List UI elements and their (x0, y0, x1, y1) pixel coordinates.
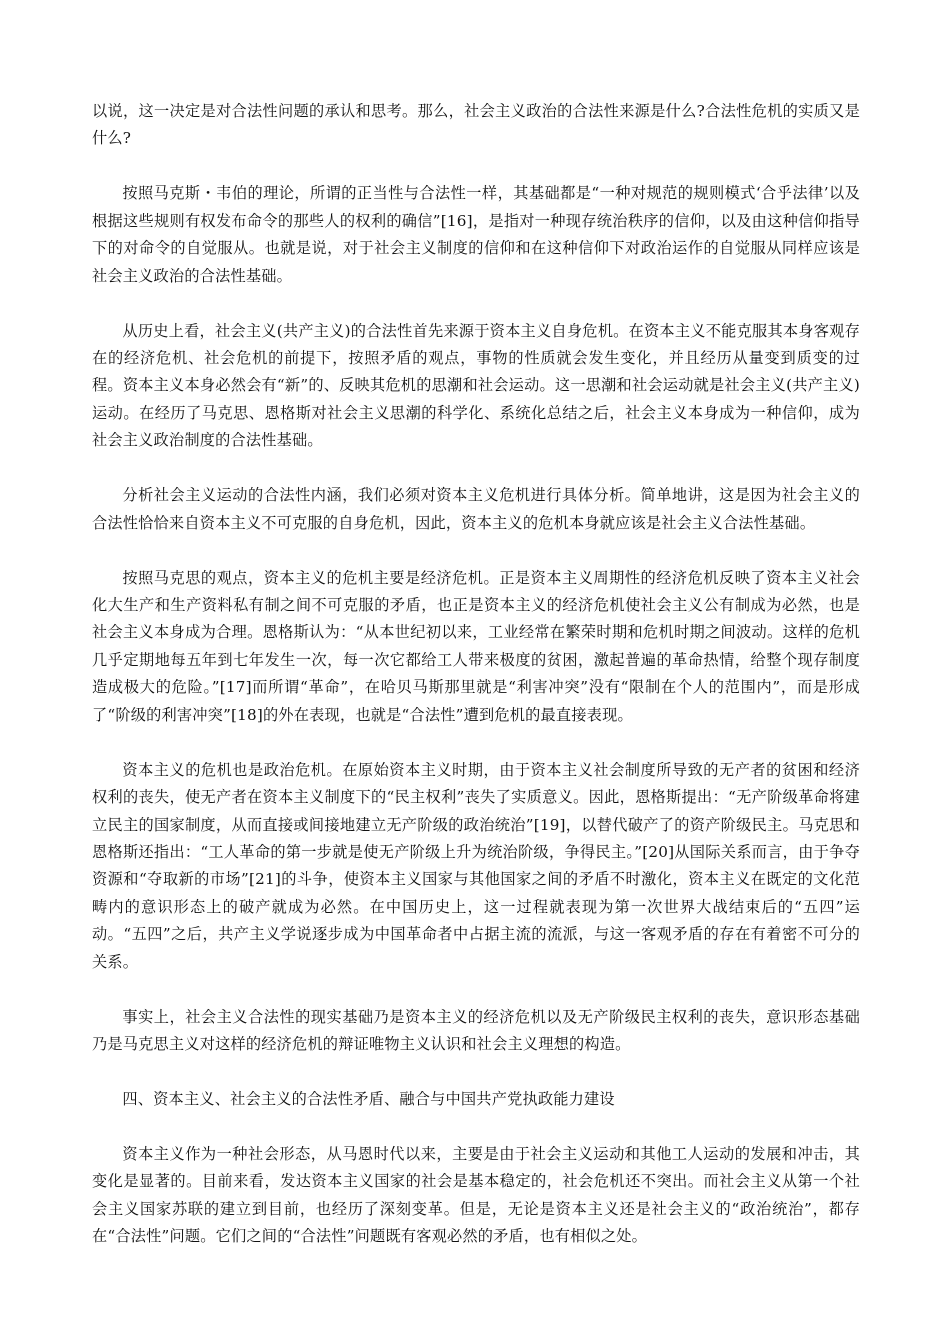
paragraph-7: 事实上，社会主义合法性的现实基础乃是资本主义的经济危机以及无产阶级民主权利的丧失，意识形态基础乃是马克思主义对这样的经济危机的辩证唯物主义认识和社会主义理想的构造。 (92, 1007, 860, 1053)
paragraph-5: 按照马克思的观点，资本主义的危机主要是经济危机。正是资本主义周期性的经济危机反映了资本主义社会化大生产和生产资料私有制之间不可克服的矛盾，也正是资本主义的经济危机使社会主义公有制成为必然，也是社会主义本身成为合理。恩格斯认为：“从本世纪初以来，工业经常在繁荣时期和危机时期之间波动。这样的危机几乎定期地每五年到七年发生一次，每一次它都给工人带来极度的贫困，激起普遍的革命热情，给整个现存制度造成极大的危险。”[17]而所谓“革命”，在哈贝马斯那里就是“利害冲突”没有“限制在个人的范围内”，而是形成了“阶级的利害冲突”[18]的外在表现，也就是“合法性”遭到危机的最直接表现。 (92, 568, 860, 724)
paragraph-9: 资本主义作为一种社会形态，从马恩时代以来，主要是由于社会主义运动和其他工人运动的发展和冲击，其变化是显著的。目前来看，发达资本主义国家的社会是基本稳定的，社会危机还不突出。而社会主义从第一个社会主义国家苏联的建立到目前，也经历了深刻变革。但是，无论是资本主义还是社会主义的“政治统治”，都存在“合法性”问题。它们之间的“合法性”问题既有客观必然的矛盾，也有相似之处。 (92, 1144, 860, 1246)
paragraph-6: 资本主义的危机也是政治危机。在原始资本主义时期，由于资本主义社会制度所导致的无产者的贫困和经济权利的丧失，使无产者在资本主义制度下的“民主权利”丧失了实质意义。因此，恩格斯提出：“无产阶级革命将建立民主的国家制度，从而直接或间接地建立无产阶级的政治统治”[19]，以替代破产了的资产阶级民主。马克思和恩格斯还指出：“工人革命的第一步就是使无产阶级上升为统治阶级，争得民主。”[20]从国际关系而言，由于争夺资源和“夺取新的市场”[21]的斗争，使资本主义国家与其他国家之间的矛盾不时激化，资本主义在既定的文化范畴内的意识形态上的破产就成为必然。在中国历史上，这一过程就表现为第一次世界大战结束后的“五四”运动。“五四”之后，共产主义学说逐步成为中国革命者中占据主流的流派，与这一客观矛盾的存在有着密不可分的关系。 (92, 760, 860, 971)
paragraph-2: 按照马克斯・韦伯的理论，所谓的正当性与合法性一样，其基础都是“一种对规范的规则模式‘合乎法律’以及根据这些规则有权发布命令的那些人的权利的确信”[16]，是指对一种现存统治秩序的信仰，以及由这种信仰指导下的对命令的自觉服从。也就是说，对于社会主义制度的信仰和在这种信仰下对政治运作的自觉服从同样应该是社会主义政治的合法性基础。 (92, 184, 860, 285)
paragraph-3: 从历史上看，社会主义(共产主义)的合法性首先来源于资本主义自身危机。在资本主义不能克服其本身客观存在的经济危机、社会危机的前提下，按照矛盾的观点，事物的性质就会发生变化，并且经历从量变到质变的过程。资本主义本身必然会有“新”的、反映其危机的思潮和社会运动。这一思潮和社会运动就是社会主义(共产主义)运动。在经历了马克思、恩格斯对社会主义思潮的科学化、系统化总结之后，社会主义本身成为一种信仰，成为社会主义政治制度的合法性基础。 (92, 321, 860, 450)
section-heading: 四、资本主义、社会主义的合法性矛盾、融合与中国共产党执政能力建设 (122, 1089, 615, 1108)
paragraph-1: 以说，这一决定是对合法性问题的承认和思考。那么，社会主义政治的合法性来源是什么?合法性危机的实质又是什么? (92, 102, 860, 148)
document-page (92, 98, 860, 1278)
paragraph-4: 分析社会主义运动的合法性内涵，我们必须对资本主义危机进行具体分析。简单地讲，这是因为社会主义的合法性恰恰来自资本主义不可克服的自身危机，因此，资本主义的危机本身就应该是社会主义合法性基础。 (92, 486, 860, 532)
